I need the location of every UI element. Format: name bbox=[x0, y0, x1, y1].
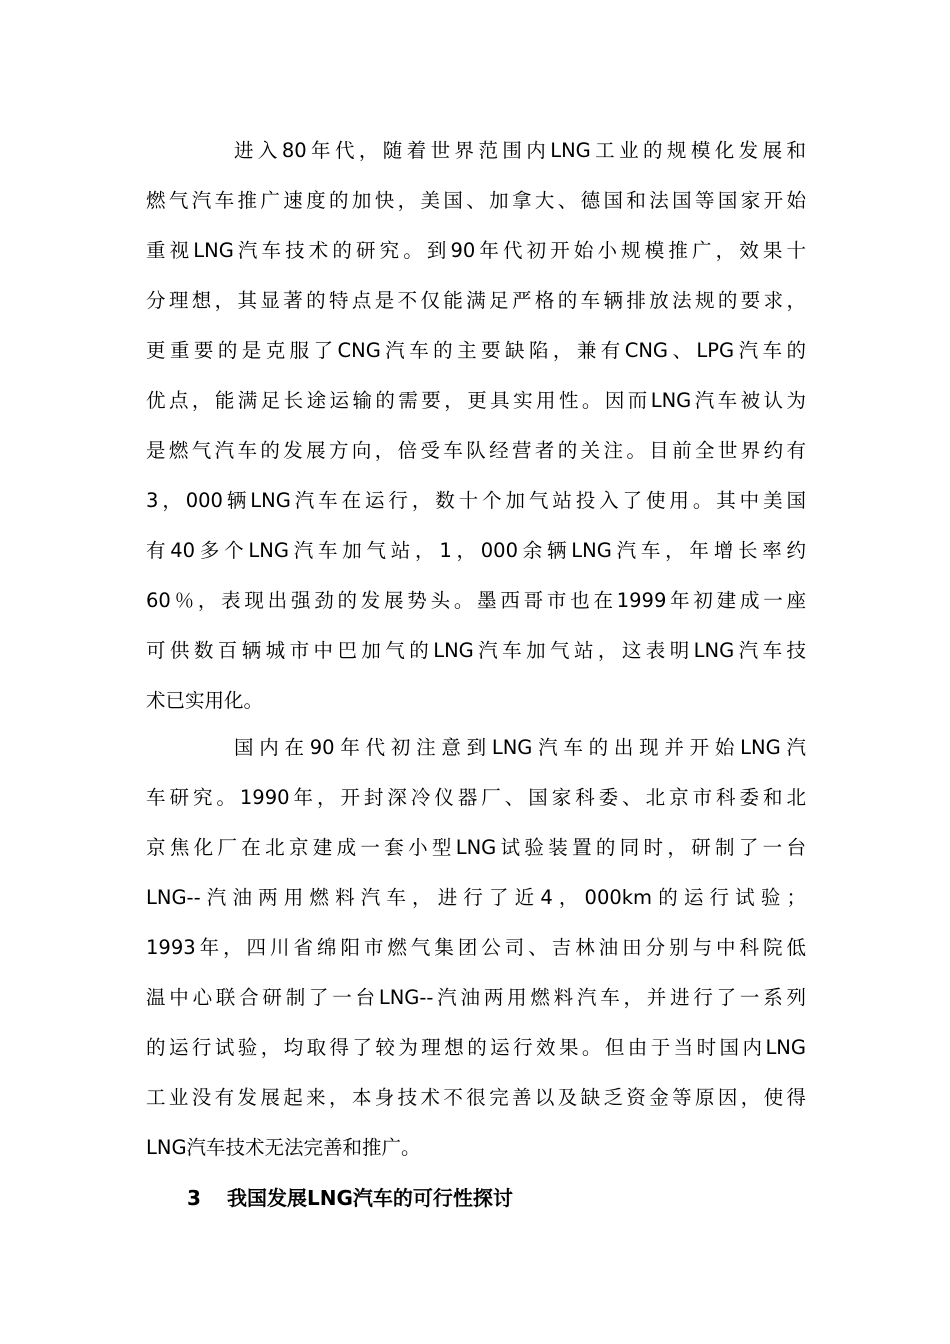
text-line: 更重要的是克服了CNG汽车的主要缺陷，兼有CNG、LPG汽车的 bbox=[146, 339, 806, 362]
text-line: 重视LNG汽车技术的研究。到90年代初开始小规模推广，效果十 bbox=[146, 239, 806, 262]
section-heading bbox=[187, 1173, 513, 1223]
text-line: 是燃气汽车的发展方向，倍受车队经营者的关注。目前全世界约有 bbox=[146, 439, 806, 462]
section-title: 我国发展LNG汽车的可行性探讨 bbox=[227, 1186, 513, 1210]
text-line: 1993年，四川省绵阳市燃气集团公司、吉林油田分别与中科院低 bbox=[146, 936, 806, 959]
text-line: 的运行试验，均取得了较为理想的运行效果。但由于当时国内LNG bbox=[146, 1036, 806, 1059]
text-line: 工业没有发展起来，本身技术不很完善以及缺乏资金等原因，使得 bbox=[146, 1086, 806, 1109]
text-line: 国内在90年代初注意到LNG汽车的出现并开始LNG汽 bbox=[234, 736, 806, 759]
text-line: 术已实用化。 bbox=[146, 689, 264, 712]
section-number: 3 bbox=[187, 1186, 201, 1210]
paragraph-lng-abroad bbox=[146, 126, 806, 726]
text-line: 京焦化厂在北京建成一套小型LNG试验装置的同时，研制了一台 bbox=[146, 836, 806, 859]
text-line: 60％，表现出强劲的发展势头。墨西哥市也在1999年初建成一座 bbox=[146, 589, 806, 612]
text-line: 有40多个LNG汽车加气站，1，000余辆LNG汽车，年增长率约 bbox=[146, 539, 806, 562]
text-line: 进入80年代，随着世界范围内LNG工业的规模化发展和 bbox=[234, 139, 806, 162]
text-line: 3，000辆LNG汽车在运行，数十个加气站投入了使用。其中美国 bbox=[146, 489, 806, 512]
text-line: 燃气汽车推广速度的加快，美国、加拿大、德国和法国等国家开始 bbox=[146, 189, 806, 212]
text-line: LNG--汽油两用燃料汽车，进行了近4，000km的运行试验； bbox=[146, 886, 806, 909]
text-line: 可供数百辆城市中巴加气的LNG汽车加气站，这表明LNG汽车技 bbox=[146, 639, 806, 662]
text-line: 温中心联合研制了一台LNG--汽油两用燃料汽车，并进行了一系列 bbox=[146, 986, 806, 1009]
text-line: 分理想，其显著的特点是不仅能满足严格的车辆排放法规的要求， bbox=[146, 289, 806, 312]
text-line: 车研究。1990年，开封深冷仪器厂、国家科委、北京市科委和北 bbox=[146, 786, 806, 809]
text-line: 优点，能满足长途运输的需要，更具实用性。因而LNG汽车被认为 bbox=[146, 389, 806, 412]
paragraph-lng-domestic bbox=[146, 723, 806, 1173]
text-line: LNG汽车技术无法完善和推广。 bbox=[146, 1136, 421, 1159]
